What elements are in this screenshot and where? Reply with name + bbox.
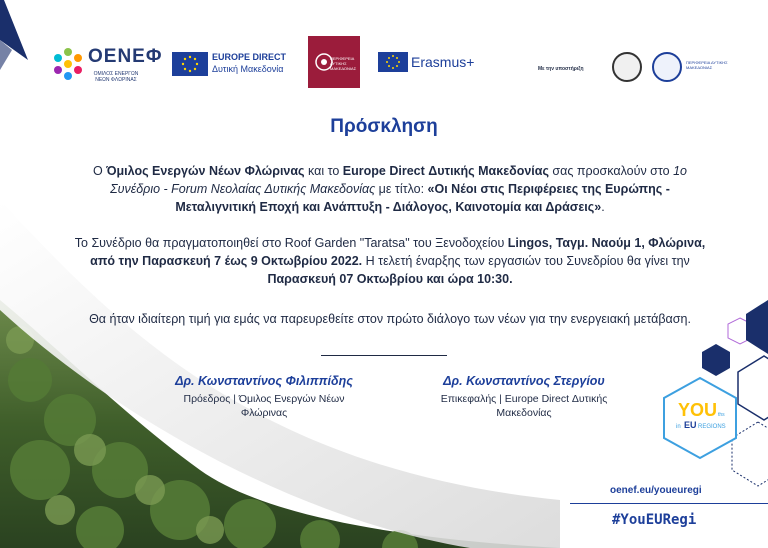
oenef-flower-icon xyxy=(50,44,86,84)
oenef-subtitle: ΟΜΙΛΟΣ ΕΝΕΡΓΩΝ ΝΕΩΝ ΦΛΩΡΙΝΑΣ xyxy=(93,71,139,83)
badge-ths: ths xyxy=(718,412,725,418)
page-title: Πρόσκληση xyxy=(330,116,438,137)
invitation-paragraph-3: Θα ήταν ιδιαίτερη τιμή για εμάς να παρευρεθείτε στον πρώτο διάλογο των νέων για την ενεργειακή μετάβαση. xyxy=(89,312,691,326)
support-label: Με την υποστήριξη xyxy=(538,66,584,72)
region-logo-text: ΠΕΡΙΦΕΡΕΙΑ ΔΥΤΙΚΗΣ ΜΑΚΕΔΟΝΙΑΣ xyxy=(330,56,357,71)
support-org-text: ΠΕΡΙΦΕΡΕΙΑ ΔΥΤΙΚΗΣ ΜΑΚΕΔΟΝΙΑΣ xyxy=(686,60,728,70)
badge-regions: REGIONS xyxy=(698,424,726,430)
badge-eu: EU xyxy=(684,420,697,430)
europe-direct-title: EUROPE DIRECT xyxy=(212,52,287,62)
erasmus-label: Erasmus+ xyxy=(411,54,475,70)
eu-flag-icon xyxy=(172,52,208,76)
invitation-paragraph-1: Ο Όμιλος Ενεργών Νέων Φλώρινας και το Europe Direct Δυτικής Μακεδονίας σας προσκαλούν στο 1ο Συνέδριο - Forum Νεολαίας Δυτικής Μακεδονίας με τίτλο: «Οι Νέοι στις Περιφέρειες της Ευρώπης - Μεταλιγνιτική Εποχή και Ανάπτυξη - Διάλογος, Καινοτομία και Δράσεις». xyxy=(93,164,687,214)
hexagon-filled-icon xyxy=(702,344,730,376)
signature-name-1: Δρ. Κωνσταντίνος Φιλιππίδης xyxy=(175,374,353,388)
divider xyxy=(321,355,447,356)
badge-you: YOU xyxy=(678,400,718,420)
erasmus-flag-icon xyxy=(378,52,408,72)
footer-divider xyxy=(570,503,768,504)
signature-name-2: Δρ. Κωνσταντίνος Στεργίου xyxy=(443,374,605,388)
hashtag: #YouEURegi xyxy=(612,512,697,528)
region-seal-icon xyxy=(652,52,682,82)
europe-direct-subtitle: Δυτική Μακεδονία xyxy=(212,64,284,74)
oenef-name: ΟΕΝΕΦ xyxy=(88,46,163,67)
signature-role-2: Επικεφαλής | Europe Direct Δυτικής Μακεδονίας xyxy=(440,393,608,419)
badge-in: in xyxy=(676,424,681,430)
signature-role-1: Πρόεδρος | Όμιλος Ενεργών Νέων Φλώρινας xyxy=(183,393,345,419)
you-eu-regions-badge xyxy=(658,376,742,460)
invitation-paragraph-2: Το Συνέδριο θα πραγματοποιηθεί στο Roof Garden "Taratsa" του Ξενοδοχείου Lingos, Ταγμ. Ναούμ 1, Φλώρινα, από την Παρασκευή 7 έως 9 Οκτωβρίου 2022. Η τελετή έναρξης των εργασιών του Συνεδρίου θα γίνει την Παρασκευή 07 Οκτωβρίου και ώρα 10:30. xyxy=(74,236,706,286)
ministry-seal-icon xyxy=(612,52,642,82)
website-link[interactable]: oenef.eu/youeuregi xyxy=(610,485,702,496)
